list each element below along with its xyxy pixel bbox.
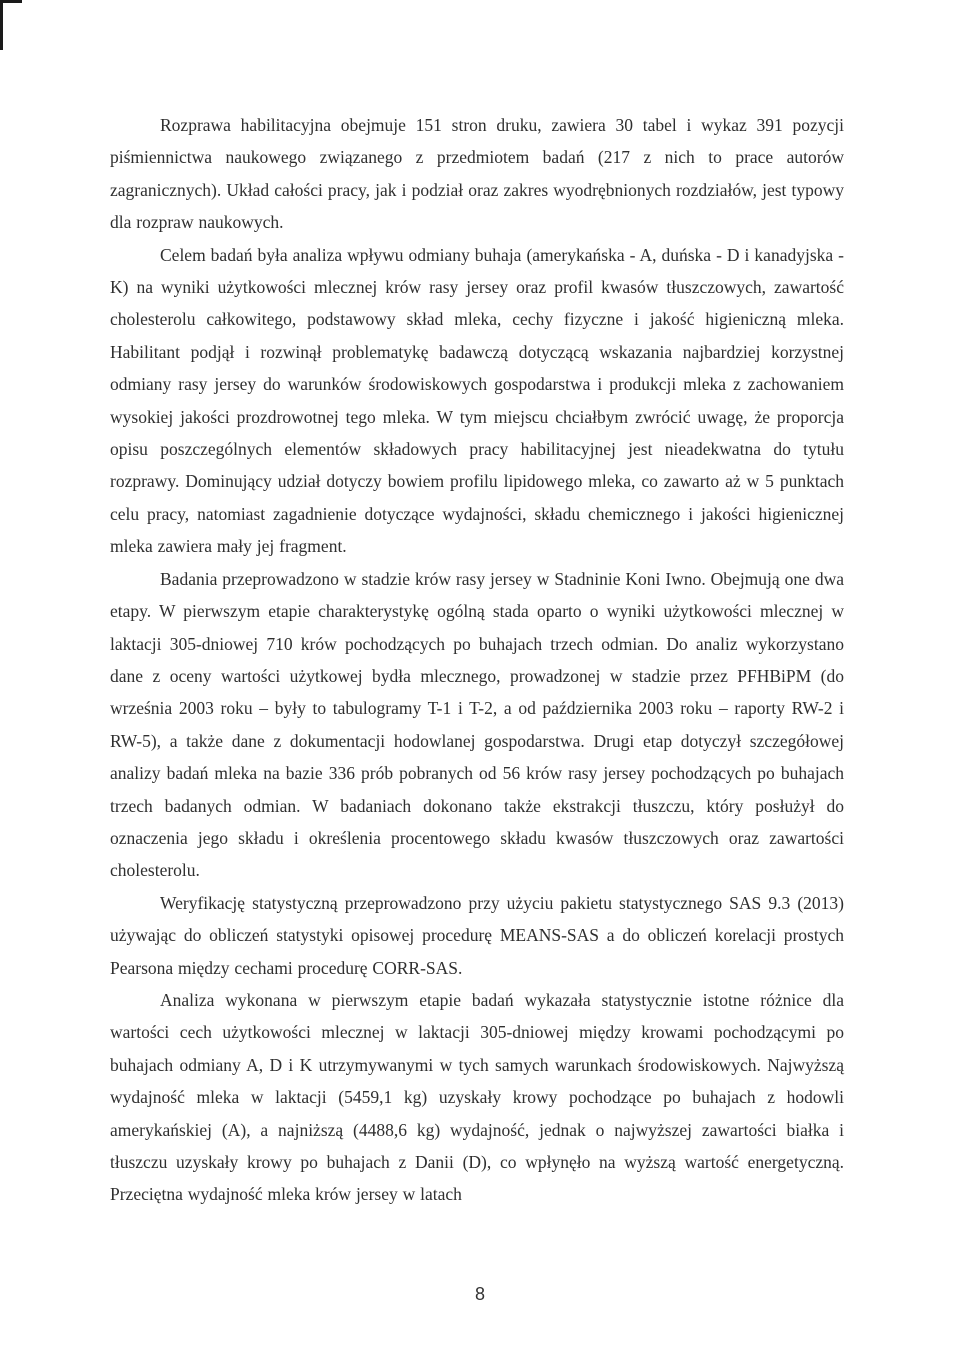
scan-edge-mark [0, 0, 3, 50]
paragraph-statistics: Weryfikację statystyczną przeprowadzono przy użyciu pakietu statystycznego SAS 9.3 (2013) używając do obliczeń statystyki opisowej procedurę MEANS-SAS a do obliczeń korelacji prostych Pearsona między cechami procedurę CORR-SAS. [110, 892, 844, 978]
paragraph-results: Analiza wykonana w pierwszym etapie badań wykazała statystycznie istotne różnice dla wartości cech użytkowości mlecznej w laktacji 305-dniowej między krowami pochodzącymi po buhajach odmiany A, D i K utrzymywanymi w tych samych warunkach środowiskowych. Najwyższą wydajność mleka w laktacji (5459,1 kg) uzyskały krowy pochodzące po buhajach z hodowli amerykańskiej (A), a najniższą (4488,6 kg) wydajność, jednak o najwyższej zawartości białka i tłuszczu uzyskały krowy po buhajach z Danii (D), co wpłynęło na wyższą wartość energetyczną. Przeciętna wydajność mleka krów jersey w latach [110, 989, 844, 1205]
paragraph-methodology: Badania przeprowadzono w stadzie krów rasy jersey w Stadninie Koni Iwno. Obejmują one dwa etapy. W pierwszym etapie charakterystykę ogólną stada oparto o wyniki użytkowości mlecznej w laktacji 305-dniowej 710 krów pochodzących po buhajach trzech odmian. Do analiz wykorzystano dane z oceny wartości użytkowej bydła mlecznego, prowadzonej w stadzie przez PFHBiPM (do września 2003 roku – były to tabulogramy T-1 i T-2, a od października 2003 roku – raporty RW-2 i RW-5), a także dane z dokumentacji hodowlanej gospodarstwa. Drugi etap dotyczył szczegółowej analizy badań mleka na bazie 336 prób pobranych od 56 krów rasy jersey pochodzących po buhajach trzech badanych odmian. W badaniach dokonano także ekstrakcji tłuszczu, który posłużył do oznaczenia jego składu i określenia procentowego składu kwasów tłuszczowych oraz zawartości cholesterolu. [110, 568, 844, 881]
page-number: 8 [474, 1284, 485, 1304]
document-body [110, 109, 844, 1211]
scan-edge-mark-top [0, 0, 22, 3]
paragraph-research-aim: Celem badań była analiza wpływu odmiany buhaja (amerykańska - A, duńska - D i kanadyjska - K) na wyniki użytkowości mlecznej krów rasy jersey oraz profil kwasów tłuszczowych, zawartość cholesterolu całkowitego, podstawowy skład mleka, cechy fizyczne i jakość higieniczną mleka. Habilitant podjął i rozwinął problematykę badawczą dotyczącą wskazania najbardziej korzystnej odmiany rasy jersey do warunków środowiskowych gospodarstwa i produkcji mleka z zachowaniem wysokiej jakości prozdrowotnej tego mleka. W tym miejscu chciałbym zwrócić uwagę, że proporcja opisu poszczególnych elementów składowych pracy habilitacyjnej jest nieadekwatna do tytułu rozprawy. Dominujący udział dotyczy bowiem profilu lipidowego mleka, co zawarto aż w 5 punktach celu pracy, natomiast zagadnienie dotyczące wydajności, składu chemicznego i jakości higienicznej mleka zawiera mały jej fragment. [110, 244, 844, 557]
paragraph-overview: Rozprawa habilitacyjna obejmuje 151 stron druku, zawiera 30 tabel i wykaz 391 pozycji piśmiennictwa naukowego związanego z przedmiotem badań (217 z nich to prace autorów zagranicznych). Układ całości pracy, jak i podział oraz zakres wyodrębnionych rozdziałów, jest typowy dla rozpraw naukowych. [110, 115, 844, 233]
